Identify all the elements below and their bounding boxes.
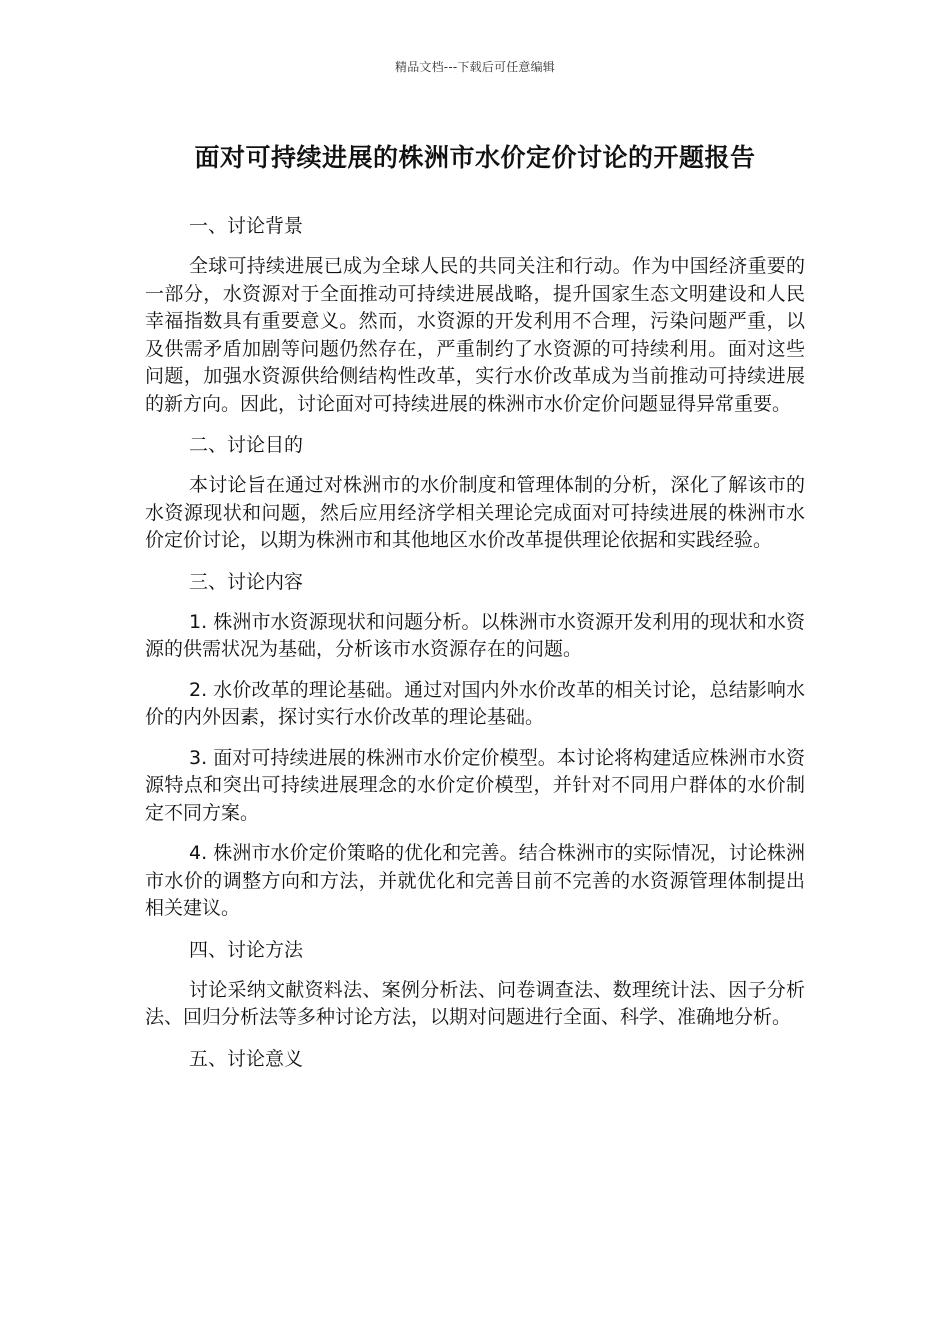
paragraph: 讨论采纳文献资料法、案例分析法、问卷调查法、数理统计法、因子分析法、回归分析法等多种讨论方法，以期对问题进行全面、科学、准确地分析。 [145, 978, 805, 1028]
section-methods [145, 936, 805, 1032]
page-header: 精品文档---下载后可任意编辑 [395, 60, 555, 74]
paragraph: 全球可持续进展已成为全球人民的共同关注和行动。作为中国经济重要的一部分，水资源对于全面推动可持续进展战略，提升国家生态文明建设和人民幸福指数具有重要意义。然而，水资源的开发利用不合理，污染问题严重，以及供需矛盾加剧等问题仍然存在，严重制约了水资源的可持续利用。面对这些问题，加强水资源供给侧结构性改革，实行水价改革成为当前推动可持续进展的新方向。因此，讨论面对可持续进展的株洲市水价定价问题显得异常重要。 [145, 255, 805, 415]
section-heading: 四、讨论方法 [189, 938, 304, 961]
section-significance [145, 1045, 805, 1073]
document-title: 面对可持续进展的株洲市水价定价讨论的开题报告 [194, 143, 756, 172]
list-item: 3. 面对可持续进展的株洲市水价定价模型。本讨论将构建适应株洲市水资源特点和突出可持续进展理念的水价定价模型，并针对不同用户群体的水价制定不同方案。 [145, 746, 805, 824]
list-item: 1. 株洲市水资源现状和问题分析。以株洲市水资源开发利用的现状和水资源的供需状况为基础，分析该市水资源存在的问题。 [145, 610, 805, 660]
section-heading: 一、讨论背景 [189, 215, 304, 237]
section-purpose [145, 431, 805, 555]
list-item: 2. 水价改革的理论基础。通过对国内外水价改革的相关讨论，总结影响水价的内外因素，探讨实行水价改革的理论基础。 [145, 678, 805, 728]
section-heading: 二、讨论目的 [189, 434, 304, 456]
section-heading: 三、讨论内容 [189, 570, 304, 593]
section-content [145, 568, 805, 923]
document-body [145, 212, 805, 1086]
section-heading: 五、讨论意义 [189, 1047, 304, 1070]
section-background [145, 212, 805, 418]
paragraph: 本讨论旨在通过对株洲市的水价制度和管理体制的分析，深化了解该市的水资源现状和问题，然后应用经济学相关理论完成面对可持续进展的株洲市水价定价讨论，以期为株洲市和其他地区水价改革提供理论依据和实践经验。 [145, 474, 805, 551]
list-item: 4. 株洲市水价定价策略的优化和完善。结合株洲市的实际情况，讨论株洲市水价的调整方向和方法，并就优化和完善目前不完善的水资源管理体制提出相关建议。 [145, 842, 805, 919]
